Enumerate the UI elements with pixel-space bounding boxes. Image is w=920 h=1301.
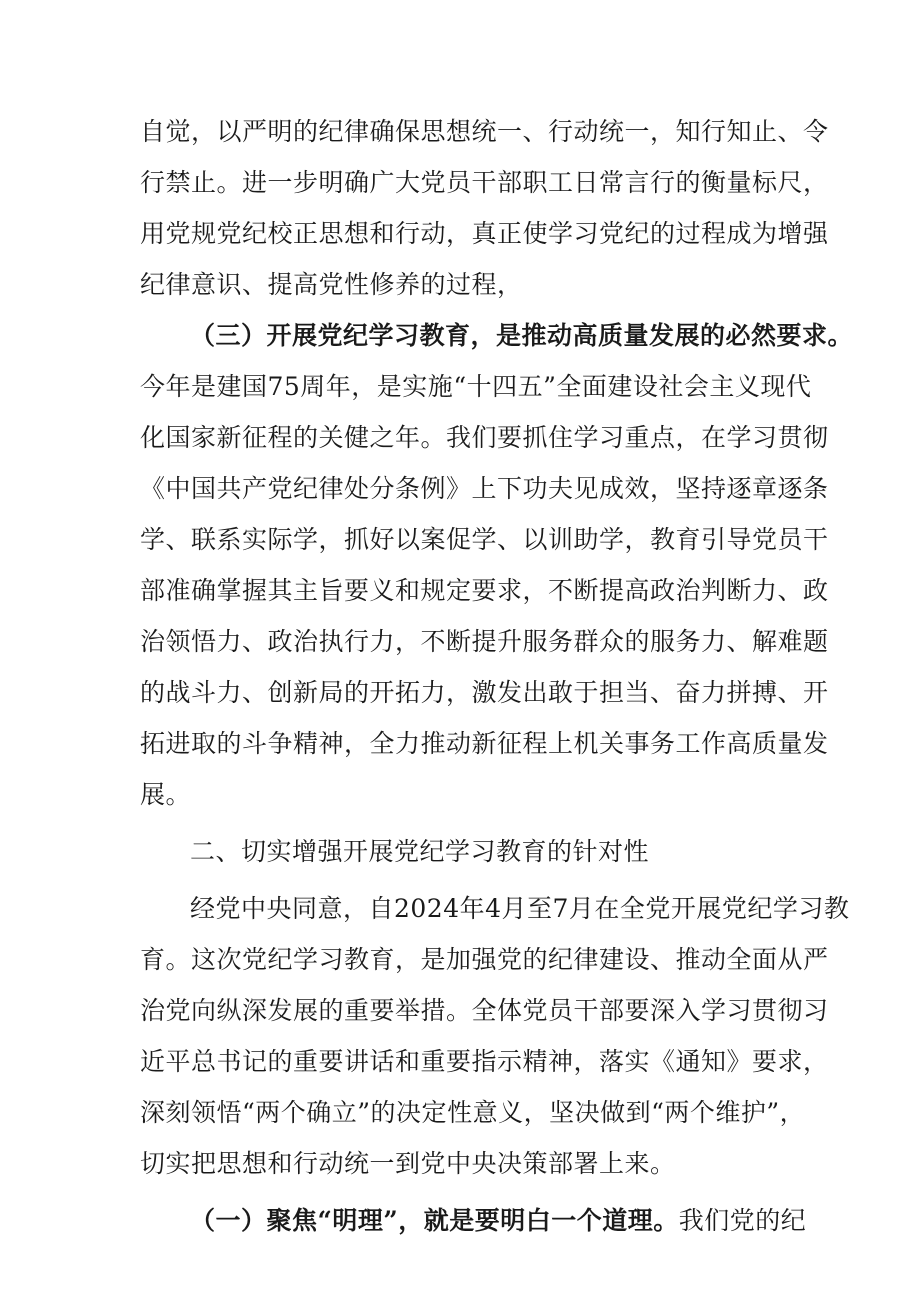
paragraph-line: 经党中央同意，自2024年4月至7月在全党开展党纪学习教 xyxy=(190,894,850,923)
paragraph-line: 《中国共产党纪律处分条例》上下功夫见成效，坚持逐章逐条 xyxy=(140,474,829,503)
paragraph-line: 深刻领悟“两个确立”的决定性意义，坚决做到“两个维护”， xyxy=(140,1098,806,1127)
paragraph-line: 纪律意识、提高党性修养的过程， xyxy=(140,270,523,299)
paragraph-line: 部准确掌握其主旨要义和规定要求，不断提高政治判断力、政 xyxy=(140,576,829,605)
paragraph-line: 用党规党纪校正思想和行动，真正使学习党纪的过程成为增强 xyxy=(140,219,829,248)
paragraph-text: 我们党的纪 xyxy=(678,1206,807,1235)
paragraph-line: 今年是建国75周年，是实施“十四五”全面建设社会主义现代 xyxy=(140,372,812,401)
section-title-1: （一）聚焦“明理”，就是要明白一个道理。 xyxy=(190,1206,679,1235)
section-title-3: （三）开展党纪学习教育，是推动高质量发展的必然要求。 xyxy=(190,321,854,350)
paragraph-line: 育。这次党纪学习教育，是加强党的纪律建设、推动全面从严 xyxy=(140,945,829,974)
paragraph-line: 化国家新征程的关健之年。我们要抓住学习重点，在学习贯彻 xyxy=(140,423,829,452)
paragraph-line: 拓进取的斗争精神，全力推动新征程上机关事务工作高质量发 xyxy=(140,729,829,758)
paragraph-line: 治领悟力、政治执行力，不断提升服务群众的服务力、解难题 xyxy=(140,627,829,656)
paragraph-line: 展。 xyxy=(140,780,192,809)
paragraph-line: 切实把思想和行动统一到党中央决策部署上来。 xyxy=(140,1149,676,1178)
paragraph-line: 自觉，以严明的纪律确保思想统一、行动统一，知行知止、令 xyxy=(140,117,829,146)
paragraph-line: 近平总书记的重要讲话和重要指示精神，落实《通知》要求， xyxy=(140,1047,829,1076)
paragraph-line: 的战斗力、创新局的开拓力，激发出敢于担当、奋力拼搏、开 xyxy=(140,678,829,707)
section-title-1-line xyxy=(190,1203,807,1239)
paragraph-line: 治党向纵深发展的重要举措。全体党员干部要深入学习贯彻习 xyxy=(140,996,829,1025)
section-heading-2: 二、切实增强开展党纪学习教育的针对性 xyxy=(190,837,650,866)
paragraph-line: 学、联系实际学，抓好以案促学、以训助学，教育引导党员干 xyxy=(140,525,829,554)
paragraph-line: 行禁止。进一步明确广大党员干部职工日常言行的衡量标尺， xyxy=(140,168,829,197)
